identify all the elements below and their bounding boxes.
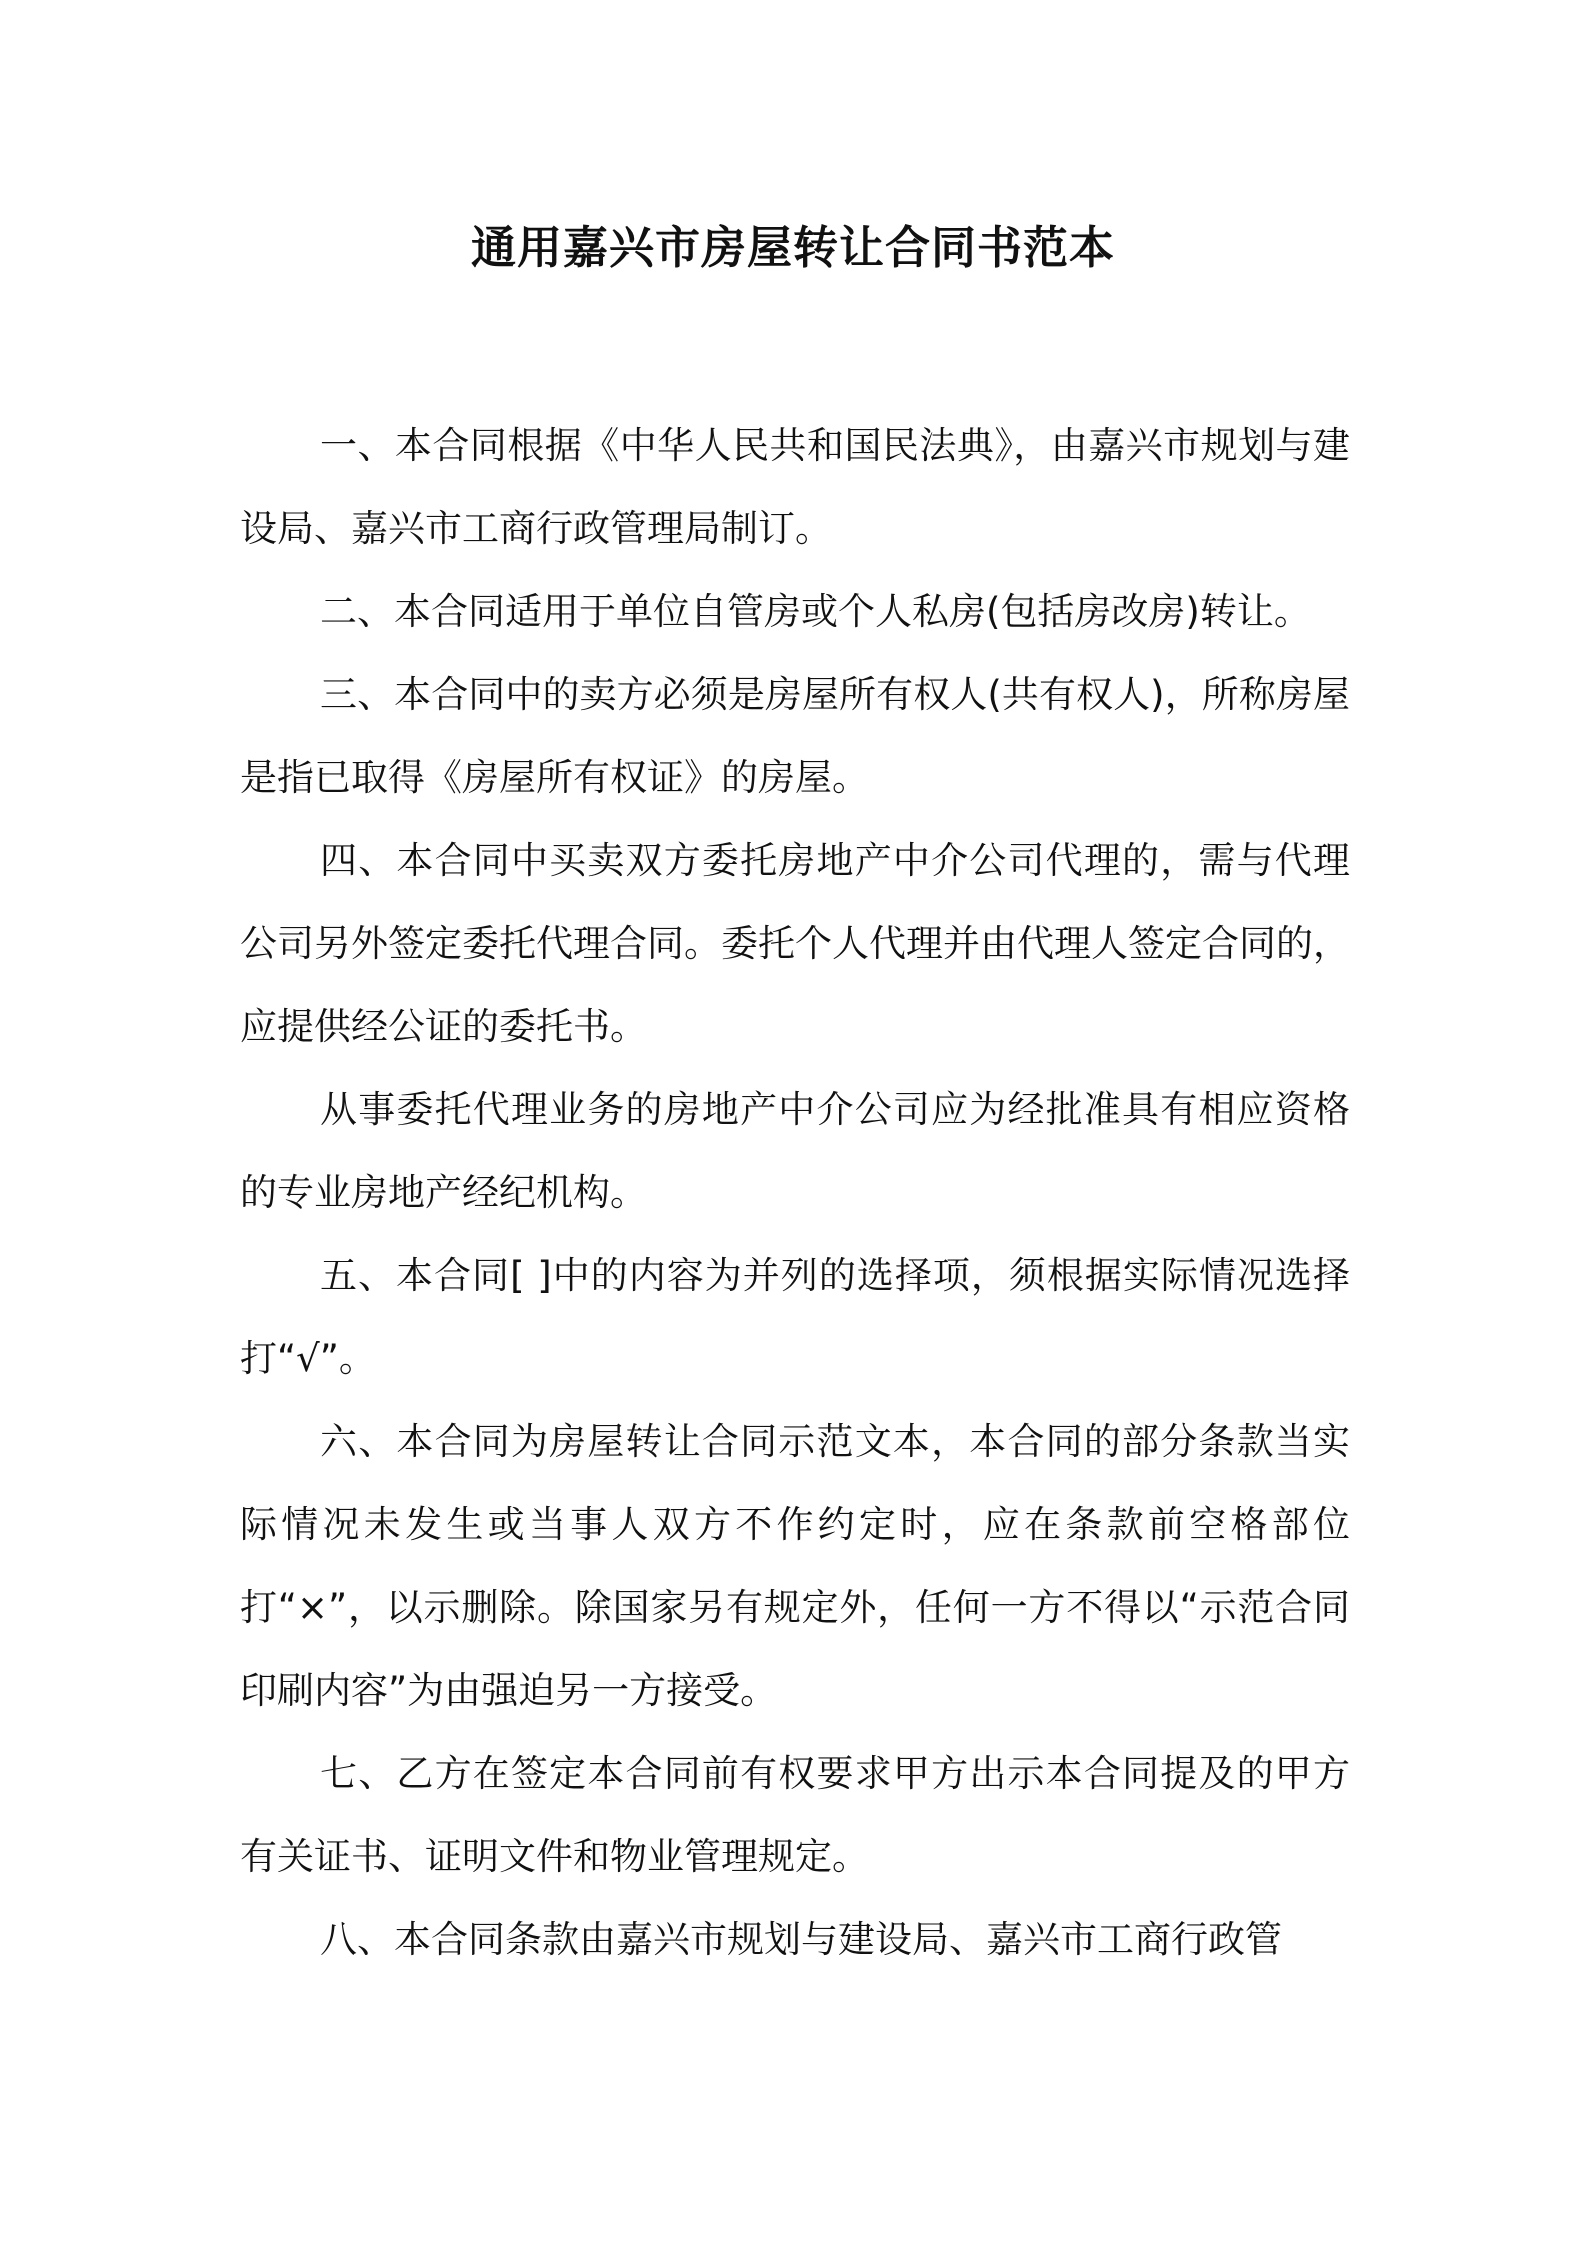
paragraph-5: 五、本合同[ ]中的内容为并列的选择项，须根据实际情况选择打“√”。 (240, 1254, 1350, 1380)
paragraph-2: 二、本合同适用于单位自管房或个人私房(包括房改房)转让。 (320, 590, 1311, 633)
paragraph-3: 三、本合同中的卖方必须是房屋所有权人(共有权人)，所称房屋是指已取得《房屋所有权证》的房屋。 (240, 673, 1350, 799)
paragraph-4-note: 从事委托代理业务的房地产中介公司应为经批准具有相应资格的专业房地产经纪机构。 (240, 1088, 1350, 1214)
paragraph-8: 八、本合同条款由嘉兴市规划与建设局、嘉兴市工商行政管 (320, 1918, 1282, 1961)
document-body (240, 404, 1350, 1981)
document-title: 通用嘉兴市房屋转让合同书范本 (470, 221, 1115, 274)
paragraph-7: 七、乙方在签定本合同前有权要求甲方出示本合同提及的甲方有关证书、证明文件和物业管理规定。 (240, 1752, 1350, 1878)
paragraph-1: 一、本合同根据《中华人民共和国民法典》，由嘉兴市规划与建设局、嘉兴市工商行政管理局制订。 (240, 424, 1350, 550)
paragraph-4: 四、本合同中买卖双方委托房地产中介公司代理的，需与代理公司另外签定委托代理合同。委托个人代理并由代理人签定合同的，应提供经公证的委托书。 (240, 839, 1350, 1048)
paragraph-6: 六、本合同为房屋转让合同示范文本，本合同的部分条款当实际情况未发生或当事人双方不作约定时，应在条款前空格部位打“×”，以示删除。除国家另有规定外，任何一方不得以“示范合同印刷内容”为由强迫另一方接受。 (240, 1420, 1350, 1712)
